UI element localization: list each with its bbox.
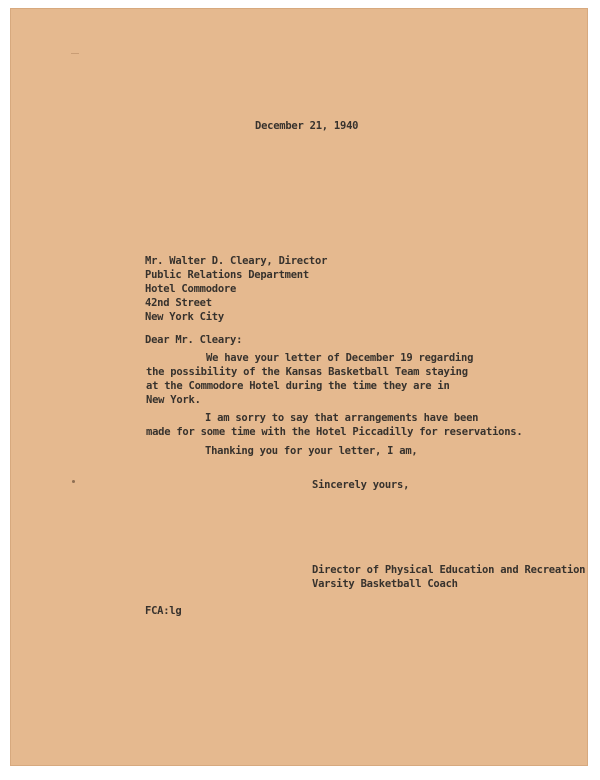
salutation: Dear Mr. Cleary: xyxy=(145,334,243,346)
paragraph-2-line-1: I am sorry to say that arrangements have been xyxy=(205,412,479,424)
paper-speck xyxy=(72,480,75,483)
closing: Sincerely yours, xyxy=(312,479,410,491)
recipient-name-line: Mr. Walter D. Cleary, Director xyxy=(145,255,328,267)
recipient-street-line: 42nd Street xyxy=(145,297,212,309)
recipient-hotel-line: Hotel Commodore xyxy=(145,283,237,295)
recipient-city-line: New York City xyxy=(145,311,224,323)
recipient-department-line: Public Relations Department xyxy=(145,269,309,281)
signature-title-line-2: Varsity Basketball Coach xyxy=(312,578,458,590)
paragraph-3: Thanking you for your letter, I am, xyxy=(205,445,418,457)
paragraph-1-line-4: New York. xyxy=(146,394,201,406)
paragraph-1-line-3: at the Commodore Hotel during the time they are in xyxy=(146,380,450,392)
reference-initials: FCA:lg xyxy=(145,605,182,617)
paragraph-1-line-2: the possibility of the Kansas Basketball Team staying xyxy=(146,366,468,378)
signature-title-line-1: Director of Physical Education and Recreation xyxy=(312,564,586,576)
paragraph-1-line-1: We have your letter of December 19 regarding xyxy=(206,352,474,364)
letter-page xyxy=(10,8,588,766)
paragraph-2-line-2: made for some time with the Hotel Piccadilly for reservations. xyxy=(146,426,523,438)
paper-mark xyxy=(71,53,79,54)
letter-date: December 21, 1940 xyxy=(255,120,359,132)
